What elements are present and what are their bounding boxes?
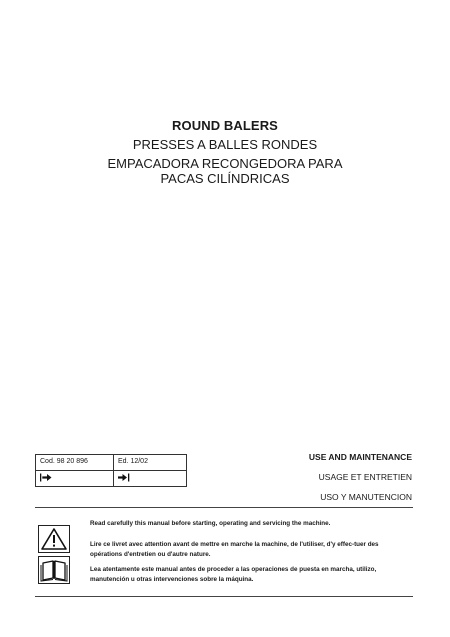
title-spanish: EMPACADORA RECONGEDORA PARA PACAS CILÍNDRICAS (107, 156, 343, 186)
manual-book-icon (38, 556, 70, 584)
title-english: ROUND BALERS (172, 118, 278, 133)
usage-english: USE AND MAINTENANCE (308, 452, 412, 462)
divider-top (35, 507, 413, 508)
warning-triangle-icon (38, 525, 70, 553)
title-block (0, 118, 450, 186)
arrow-right-end-icon (118, 473, 130, 482)
warning-text-spanish: Lea atentamente este manual antes de proceder a las operaciones de puesta en marcha, utilizo, manutención u otras intervenciones sobre la máquina. (90, 566, 377, 583)
title-french: PRESSES A BALLES RONDES (132, 137, 318, 152)
divider-bottom (35, 596, 413, 597)
warning-text-french: Lire ce livret avec attention avant de mettre en marche la machine, de l'utiliser, d'y effec-tuer des opérations d'entretien ou d'autre nature. (90, 541, 379, 558)
usage-spanish: USO Y MANUTENCION (320, 492, 412, 502)
warning-text-english: Read carefully this manual before starting, operating and servicing the machine. (90, 520, 331, 527)
usage-block (309, 452, 412, 503)
edition-date: Ed. 12/02 (118, 458, 148, 465)
code-edition-box (35, 454, 187, 487)
document-code: Cod. 98 20 896 (40, 458, 88, 465)
arrow-right-start-icon (40, 473, 52, 482)
code-box-divider (113, 455, 114, 486)
usage-french: USAGE ET ENTRETIEN (318, 472, 412, 482)
